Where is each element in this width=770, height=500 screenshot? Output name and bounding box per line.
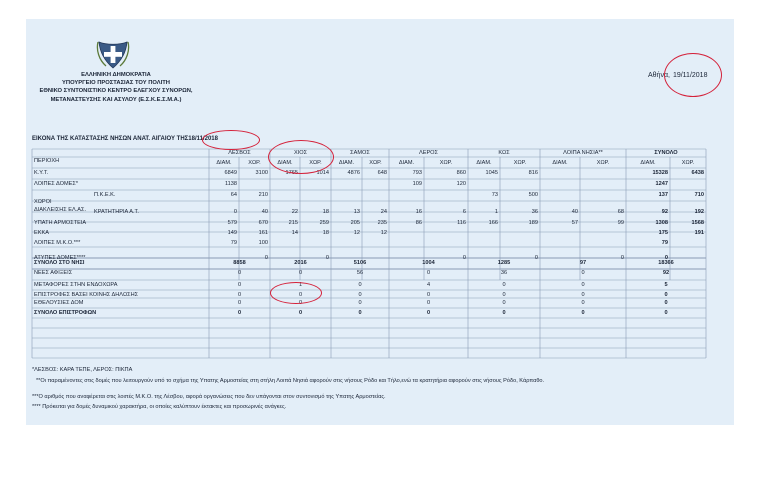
total-cell: 1004 bbox=[422, 260, 435, 266]
row-label: ΚΡΑΤΗΤΗΡΙΑ Α.Τ. bbox=[94, 209, 139, 215]
table-cell: 24 bbox=[380, 209, 387, 215]
chios-highlight-circle bbox=[268, 140, 334, 174]
flow-cell: 0 bbox=[358, 310, 362, 316]
flow-cell: 0 bbox=[426, 292, 431, 298]
table-cell: 3100 bbox=[255, 170, 268, 176]
table-cell: 0 bbox=[462, 255, 466, 261]
table-cell: 1568 bbox=[691, 220, 704, 226]
table-cell: 192 bbox=[694, 209, 704, 215]
flow-cell: 0 bbox=[664, 310, 668, 316]
subheader-diam: ΔΙΑΜ. bbox=[640, 160, 656, 166]
table-cell: 860 bbox=[456, 170, 466, 176]
snapshot-date: 18/11/2018 bbox=[188, 136, 218, 142]
flow-cell: 0 bbox=[502, 300, 506, 306]
flow-cell: 0 bbox=[664, 292, 668, 298]
table-cell: 0 bbox=[664, 255, 668, 261]
table-cell: 40 bbox=[261, 209, 268, 215]
place-label: Αθήνα, bbox=[648, 72, 670, 79]
table-cell: 16 bbox=[415, 209, 422, 215]
row-label: ΛΟΙΠΕΣ ΔΟΜΕΣ* bbox=[34, 181, 78, 187]
column-header-island: ΛΕΣΒΟΣ bbox=[228, 150, 251, 156]
subheader-chor: ΧΩΡ. bbox=[309, 160, 322, 166]
flow-row-label: ΕΘΕΛΟΥΣΙΕΣ ΔΟΜ bbox=[34, 300, 84, 306]
flow-cell: 0 bbox=[426, 270, 431, 276]
table-cell: 1247 bbox=[655, 181, 668, 187]
row-label: ΛΟΙΠΕΣ Μ.Κ.Ο.*** bbox=[34, 240, 81, 246]
flow-cell: 56 bbox=[356, 270, 364, 276]
header-line: ΥΠΟΥΡΓΕΙΟ ΠΡΟΣΤΑΣΙΑΣ ΤΟΥ ΠΟΛΙΤΗ bbox=[62, 80, 170, 87]
total-cell: 2016 bbox=[294, 260, 307, 266]
table-cell: 648 bbox=[377, 170, 387, 176]
row-label: Κ.Υ.Τ. bbox=[34, 170, 49, 176]
table-cell: 166 bbox=[488, 220, 498, 226]
flow-cell: 0 bbox=[237, 270, 242, 276]
table-cell: 210 bbox=[258, 192, 268, 198]
table-cell: 191 bbox=[694, 230, 704, 236]
table-cell: 79 bbox=[661, 240, 668, 246]
subheader-diam: ΔΙΑΜ. bbox=[216, 160, 232, 166]
flow-row-label: ΕΠΙΣΤΡΟΦΕΣ ΒΑΣΕΙ ΚΟΙΝΗΣ ΔΗΛΩΣΗΣ bbox=[34, 292, 139, 298]
table-cell: 4876 bbox=[347, 170, 360, 176]
date-value: 19/11/2018 bbox=[672, 72, 708, 79]
table-cell: 40 bbox=[571, 209, 578, 215]
chios-total-highlight-circle bbox=[270, 282, 322, 304]
flow-cell: 0 bbox=[298, 310, 303, 316]
table-cell: 64 bbox=[230, 192, 237, 198]
flow-cell: 5 bbox=[664, 282, 668, 288]
flow-cell: 0 bbox=[237, 292, 242, 298]
table-cell: 793 bbox=[412, 170, 422, 176]
subheader-chor: ΧΩΡ. bbox=[681, 160, 695, 166]
row-label: ΥΠΑΤΗ ΑΡΜΟΣΤΕΙΑ bbox=[34, 220, 87, 226]
subheader-chor: ΧΩΡ. bbox=[439, 160, 453, 166]
table-cell: 579 bbox=[227, 220, 237, 226]
table-cell: 22 bbox=[291, 209, 298, 215]
table-cell: 259 bbox=[319, 220, 329, 226]
row-label: ΕΚΚΑ bbox=[34, 230, 49, 236]
flow-cell: 36 bbox=[500, 270, 508, 276]
table-cell: 6 bbox=[462, 209, 466, 215]
table-cell: 36 bbox=[531, 209, 538, 215]
flow-cell: 0 bbox=[358, 292, 362, 298]
table-cell: 161 bbox=[258, 230, 268, 236]
row-label: ΑΤΥΠΕΣ ΔΟΜΕΣ**** bbox=[34, 255, 86, 261]
table-cell: 6849 bbox=[224, 170, 237, 176]
table-cell: 1765 bbox=[285, 170, 298, 176]
subheader-diam: ΔΙΑΜ. bbox=[277, 160, 293, 166]
snapshot-label: ΕΙΚΟΝΑ ΤΗΣ ΚΑΤΑΣΤΑΣΗΣ ΝΗΣΩΝ ΑΝΑΤ. ΑΙΓΑΙΟΥ ΤΗΣ bbox=[32, 136, 189, 142]
table-cell: 73 bbox=[491, 192, 498, 198]
header-line: ΕΘΝΙΚΟ ΣΥΝΤΟΝΙΣΤΙΚΟ ΚΕΝΤΡΟ ΕΛΕΓΧΟΥ ΣΥΝΟΡΩΝ, bbox=[39, 88, 193, 95]
table-cell: 0 bbox=[233, 209, 237, 215]
header-line: ΜΕΤΑΝΑΣΤΕΥΣΗΣ ΚΑΙ ΑΣΥΛΟΥ (Ε.Σ.Κ.Ε.Σ.Μ.Α.) bbox=[50, 96, 182, 103]
flow-cell: 0 bbox=[664, 300, 668, 306]
flow-cell: 0 bbox=[237, 300, 242, 306]
flow-cell: 0 bbox=[298, 270, 303, 276]
date-highlight-circle bbox=[664, 53, 722, 97]
table-cell: 175 bbox=[658, 230, 668, 236]
table-cell: 670 bbox=[258, 220, 268, 226]
table-cell: 18 bbox=[322, 230, 329, 236]
note-2: **Οι παραμένοντες στις δομές που λειτουργούν υπό το σχήμα της Υπατης Αρμοστείας στη στήλη Λοιπά Νησιά αφορούν στις νήσους Ρόδο και Τήλο,ενώ τα κρατητήρια αφορούν στις νήσους Ρόδο, Κάρπαθο. bbox=[36, 378, 545, 384]
table-cell: 816 bbox=[528, 170, 538, 176]
table-cell: 0 bbox=[325, 255, 329, 261]
table-cell: 15328 bbox=[652, 170, 668, 176]
table-cell: 215 bbox=[288, 220, 298, 226]
flow-cell: 0 bbox=[502, 292, 506, 298]
table-cell: 79 bbox=[230, 240, 237, 246]
table-cell: 1014 bbox=[316, 170, 329, 176]
flow-cell: 0 bbox=[581, 310, 585, 316]
subheader-chor: ΧΩΡ. bbox=[513, 160, 527, 166]
subheader-chor: ΧΩΡ. bbox=[596, 160, 610, 166]
flow-cell: 0 bbox=[358, 282, 362, 288]
flow-cell: 0 bbox=[581, 270, 585, 276]
table-cell: 1308 bbox=[655, 220, 668, 226]
total-cell: 18366 bbox=[658, 260, 674, 266]
table-cell: 0 bbox=[264, 255, 268, 261]
table-cell: 710 bbox=[694, 192, 704, 198]
column-header-island: ΣΥΝΟΛΟ bbox=[654, 150, 678, 156]
flow-cell: 4 bbox=[426, 282, 431, 288]
note-1: *ΛΕΣΒΟΣ: ΚΑΡΑ ΤΕΠΕ, ΛΕΡΟΣ: ΠΙΚΠΑ bbox=[32, 367, 133, 373]
table-cell: 0 bbox=[620, 255, 624, 261]
table-cell: 14 bbox=[291, 230, 298, 236]
table-cell: 57 bbox=[571, 220, 578, 226]
table-cell: 1 bbox=[494, 209, 498, 215]
column-header-island: ΛΕΡΟΣ bbox=[418, 150, 438, 156]
table-cell: 92 bbox=[661, 209, 668, 215]
total-cell: 5106 bbox=[353, 260, 367, 266]
flow-row-label: ΜΕΤΑΦΟΡΕΣ ΣΤΗΝ ΕΝΔΟΧΩΡΑ bbox=[34, 282, 118, 288]
column-header-island: ΣΑΜΟΣ bbox=[350, 150, 370, 156]
group-label: ΧΩΡΟΙ bbox=[34, 199, 52, 205]
subheader-diam: ΔΙΑΜ. bbox=[398, 160, 415, 166]
table-cell: 13 bbox=[353, 209, 360, 215]
table-cell: 137 bbox=[658, 192, 668, 198]
flow-cell: 0 bbox=[581, 292, 585, 298]
column-header-island: ΚΩΣ bbox=[498, 150, 510, 156]
table-cell: 116 bbox=[457, 220, 466, 226]
flow-cell: 0 bbox=[298, 292, 303, 298]
flow-row-label: ΣΥΝΟΛΟ ΕΠΙΣΤΡΟΦΩΝ bbox=[34, 310, 97, 316]
flow-cell: 0 bbox=[502, 310, 506, 316]
table-cell: 86 bbox=[415, 220, 422, 226]
table-cell: 189 bbox=[528, 220, 538, 226]
subheader-chor: ΧΩΡ. bbox=[369, 160, 382, 166]
table-cell: 149 bbox=[227, 230, 237, 236]
snapshot-date-highlight-circle bbox=[202, 130, 260, 150]
total-cell: 1285 bbox=[497, 260, 511, 266]
total-cell: 8858 bbox=[233, 260, 246, 266]
table-cell: 12 bbox=[353, 230, 360, 236]
table-cell: 99 bbox=[617, 220, 624, 226]
note-3: ***Ο αριθμός που αναφέρεται στις λοιπές Μ.Κ.Ο. της Λέσβου, αφορά οργανώσεις που δεν υπάγονται στον συντονισμό της Υπατης Αρμοστείας. bbox=[32, 394, 386, 400]
table-cell: 1045 bbox=[485, 170, 498, 176]
total-label: ΣΥΝΟΛΟ ΣΤΟ ΝΗΣΙ bbox=[34, 260, 85, 266]
flow-row-label: ΝΕΕΣ ΑΦΙΞΕΙΣ bbox=[34, 270, 73, 276]
row-label: Π.Κ.Ε.Κ. bbox=[94, 192, 116, 198]
flow-cell: 0 bbox=[426, 310, 431, 316]
flow-cell: 92 bbox=[662, 270, 670, 276]
table-cell: 6438 bbox=[691, 170, 704, 176]
table-cell: 120 bbox=[456, 181, 466, 187]
table-cell: 0 bbox=[534, 255, 538, 261]
table-cell: 1138 bbox=[224, 181, 237, 187]
column-header-island: ΛΟΙΠΑ ΝΗΣΙΑ** bbox=[563, 150, 603, 156]
table-cell: 235 bbox=[377, 220, 387, 226]
table-cell: 18 bbox=[322, 209, 329, 215]
flow-cell: 0 bbox=[237, 310, 242, 316]
flow-cell: 0 bbox=[426, 300, 431, 306]
flow-cell: 0 bbox=[298, 300, 303, 306]
subheader-diam: ΔΙΑΜ. bbox=[476, 160, 492, 166]
table-cell: 500 bbox=[528, 192, 538, 198]
subheader-diam: ΔΙΑΜ. bbox=[552, 160, 568, 166]
flow-cell: 1 bbox=[298, 282, 303, 288]
flow-cell: 0 bbox=[502, 282, 506, 288]
group-label: ΔΙΑΚΛΕΙΣΗΣ ΕΛ.ΑΣ. bbox=[34, 207, 87, 213]
table-cell: 12 bbox=[380, 230, 387, 236]
table-cell: 205 bbox=[350, 220, 360, 226]
flow-cell: 0 bbox=[581, 282, 585, 288]
table-cell: 68 bbox=[617, 209, 624, 215]
flow-cell: 0 bbox=[358, 300, 362, 306]
flow-cell: 0 bbox=[237, 282, 242, 288]
column-header-island: ΧΙΟΣ bbox=[293, 150, 308, 156]
note-4: **** Πρόκειται για δομές δυναμικού χαρακτήρα, οι οποίες καλύπτουν έκτακτες και προσωρινές ανάγκες. bbox=[32, 404, 287, 410]
total-cell: 97 bbox=[579, 260, 587, 266]
header-line: ΕΛΛΗΝΙΚΗ ΔΗΜΟΚΡΑΤΙΑ bbox=[81, 72, 151, 78]
table-cell: 100 bbox=[258, 240, 268, 246]
subheader-diam: ΔΙΑΜ. bbox=[338, 160, 355, 166]
column-header-region: ΠΕΡΙΟΧΗ bbox=[34, 158, 60, 164]
flow-cell: 0 bbox=[581, 300, 585, 306]
subheader-chor: ΧΩΡ. bbox=[248, 160, 261, 166]
table-cell: 109 bbox=[412, 181, 422, 187]
